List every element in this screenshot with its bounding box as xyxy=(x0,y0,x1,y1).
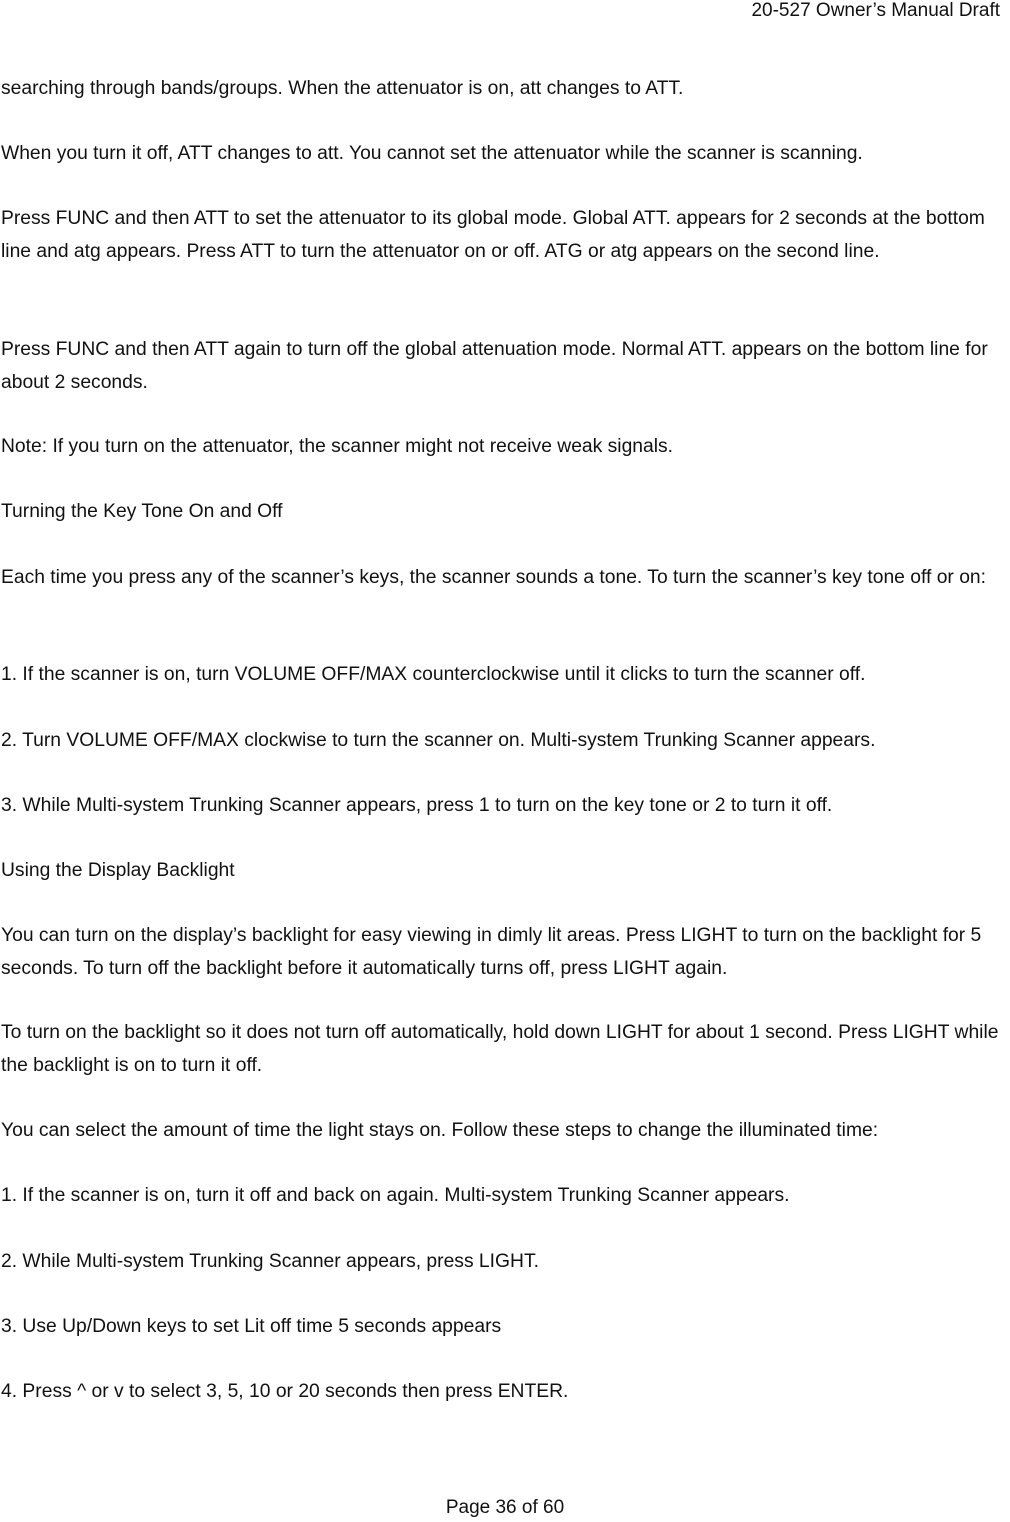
paragraph-global-attenuator: Press FUNC and then ATT to set the attenuator to its global mode. Global ATT. appears for 2 seconds at the bottom line and atg appears. Press ATT to turn the attenuator on or off. ATG or atg appears on the second line. xyxy=(1,208,985,262)
paragraph-backlight-hold: To turn on the backlight so it does not turn off automatically, hold down LIGHT for about 1 second. Press LIGHT while the backlight is on to turn it off. xyxy=(1,1022,999,1076)
paragraph-backlight-time-intro: You can select the amount of time the light stays on. Follow these steps to change the illuminated time: xyxy=(1,1120,879,1141)
list-item-backlight-step-4: 4. Press ^ or v to select 3, 5, 10 or 20 seconds then press ENTER. xyxy=(1,1381,569,1402)
list-item-backlight-step-2: 2. While Multi-system Trunking Scanner appears, press LIGHT. xyxy=(1,1251,539,1272)
list-item-backlight-step-3: 3. Use Up/Down keys to set Lit off time 5 seconds appears xyxy=(1,1316,502,1337)
list-item-backlight-step-1: 1. If the scanner is on, turn it off and back on again. Multi-system Trunking Scanner appears. xyxy=(1,1185,790,1206)
section-heading-key-tone: Turning the Key Tone On and Off xyxy=(1,501,283,522)
list-item-key-tone-step-2: 2. Turn VOLUME OFF/MAX clockwise to turn the scanner on. Multi-system Trunking Scanner appears. xyxy=(1,730,876,751)
paragraph-global-attenuation-off: Press FUNC and then ATT again to turn off the global attenuation mode. Normal ATT. appears on the bottom line for about 2 seconds. xyxy=(1,339,988,393)
list-item-key-tone-step-3: 3. While Multi-system Trunking Scanner appears, press 1 to turn on the key tone or 2 to turn it off. xyxy=(1,795,833,816)
paragraph-attenuator-note: Note: If you turn on the attenuator, the scanner might not receive weak signals. xyxy=(1,436,674,457)
paragraph-backlight-intro: You can turn on the display’s backlight for easy viewing in dimly lit areas. Press LIGHT to turn on the backlight for 5 seconds. To turn off the backlight before it automatically turns off, press LIGHT again. xyxy=(1,925,982,979)
paragraph-attenuator-continued: searching through bands/groups. When the attenuator is on, att changes to ATT. xyxy=(1,78,684,99)
page-number: Page 36 of 60 xyxy=(445,1497,565,1518)
section-heading-backlight: Using the Display Backlight xyxy=(1,860,235,881)
paragraph-attenuator-off: When you turn it off, ATT changes to att. You cannot set the attenuator while the scanner is scanning. xyxy=(1,143,863,164)
list-item-key-tone-step-1: 1. If the scanner is on, turn VOLUME OFF/MAX counterclockwise until it clicks to turn the scanner off. xyxy=(1,664,866,685)
paragraph-key-tone-intro: Each time you press any of the scanner’s keys, the scanner sounds a tone. To turn the scanner’s key tone off or on: xyxy=(1,567,986,588)
document-header: 20-527 Owner’s Manual Draft xyxy=(751,0,1000,21)
